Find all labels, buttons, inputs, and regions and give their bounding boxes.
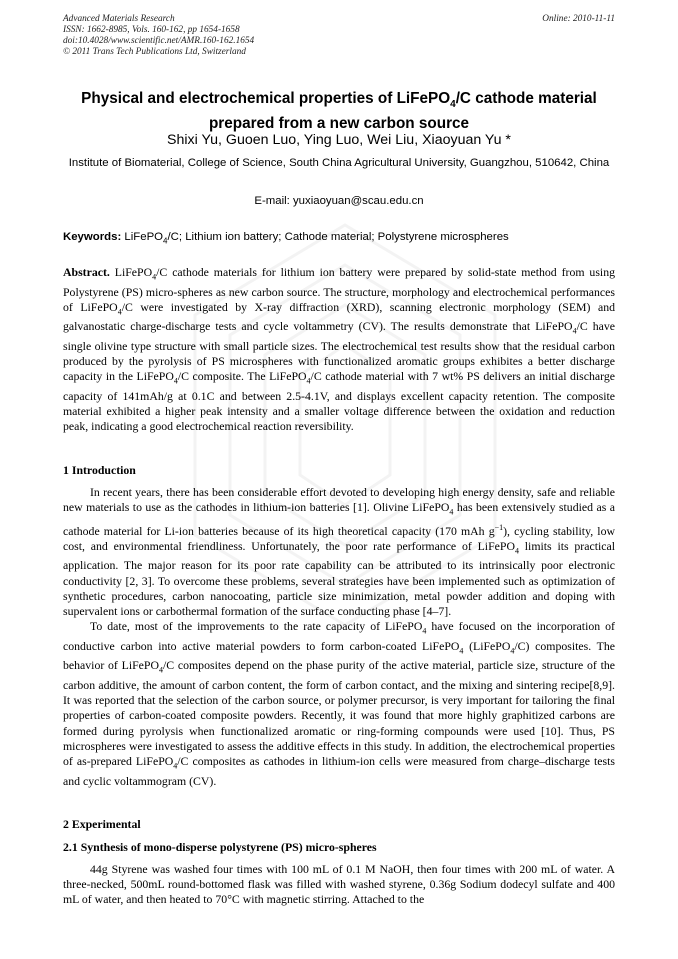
abstract-text: LiFePO$_4$/C cathode materials for lithium ion battery were prepared by solid-state method from using Polystyrene (PS) micro-spheres as new carbon source. The structure, morphology and electrochemical performances of LiFePO$_4$/C were investigated by X-ray diffraction (XRD), scanning electronic morphology (SEM) and galvanostatic charge-discharge tests and cycle voltammetry (CV). The results demonstrate that LiFePO$_4$/C have single olivine type structure with small particle sizes. The electrochemical test results show that the residual carbon produced by the pyrolysis of PS microspheres with functionalized aromatic groups exhibites a better discharge capacity in the LiFePO$_4$/C composite. The LiFePO$_4$/C cathode material with 7 wt% PS delivers an initial discharge capacity of 141mAh/g at 0.1C and between 2.5-4.1V, and displays excellent capacity retention. The composite material exhibited a higher peak intensity and a smaller voltage difference between the oxidation and reduction peak, indicating a good electrochemical reaction reversibility. bbox=[63, 265, 616, 434]
paper-title: Physical and electrochemical properties of LiFePO$_4$/C cathode material prepared from a new carbon source bbox=[81, 90, 597, 133]
subsection-heading-synthesis: 2.1 Synthesis of mono-disperse polystyrene (PS) micro-spheres bbox=[63, 840, 377, 854]
abstract-label: Abstract. bbox=[63, 265, 110, 279]
journal-doi: doi:10.4028/www.scientific.net/AMR.160-162.1654 bbox=[63, 36, 255, 46]
author-list: Shixi Yu, Guoen Luo, Ying Luo, Wei Liu, Xiaoyuan Yu * bbox=[167, 132, 511, 148]
abstract bbox=[63, 265, 615, 434]
section-heading-experimental: 2 Experimental bbox=[63, 817, 141, 831]
online-date: Online: 2010-11-11 bbox=[542, 14, 615, 24]
intro-paragraph-1: In recent years, there has been considerable effort devoted to developing high energy density, safe and reliable new materials to use as the cathodes in lithium-ion batteries [1]. Olivine LiFePO$_4$ has been extensively studied as a cathode material for Li-ion batteries because of its high theoretical capacity (170 mAh $g^{-1}$), cycling stability, low cost, and environmental friendliness. Unfortunately, the poor rate performance of LiFePO$_4$ limits its practical application. The major reason for its poor rate capability can be attributed to its intrinsically poor electronic conductivity [2, 3]. To overcome these problems, several strategies have been implemented such as optimization of synthetic procedures, carbon nanocoating, particle size minimization, metal powder addition and doping with supervalent ions or carbothermal formation of the surface conducting phase [4–7]. bbox=[63, 485, 615, 619]
journal-header bbox=[63, 14, 443, 58]
introduction-section bbox=[63, 485, 615, 789]
contact-email: E-mail: yuxiaoyuan@scau.edu.cn bbox=[254, 195, 424, 207]
journal-name: Advanced Materials Research bbox=[63, 14, 175, 24]
affiliation: Institute of Biomaterial, College of Science, South China Agricultural University, Guangzhou, 510642, China bbox=[68, 157, 610, 169]
intro-paragraph-2: To date, most of the improvements to the rate capacity of LiFePO$_4$ have focused on the incorporation of conductive carbon into active material powders to form carbon-coated LiFePO$_4$ (LiFePO$_4$/C) composites. The behavior of LiFePO$_4$/C composites depend on the phase purity of the active material, particle size, structure of the carbon additive, the amount of carbon content, the form of carbon contact, and the mixing and sintering recipe[8,9]. It was reported that the selection of the carbon source, or polymer precursor, is very important for tailoring the final properties of carbon-coated composite powders. Recently, it was found that more highly graphitized carbons are formed during pyrolysis when functionalized aromatic or ring-forming compounds were used [10]. Thus, PS microspheres were investigated to assess the additive effects in this study. In addition, the electrochemical properties of as-prepared LiFePO$_4$/C composites as cathodes in lithium-ion cells were measured from charge–discharge tests and cyclic voltammogram (CV). bbox=[63, 619, 615, 788]
keywords-label: Keywords: bbox=[63, 231, 122, 243]
section-heading-introduction: 1 Introduction bbox=[63, 463, 136, 477]
journal-issn: ISSN: 1662-8985, Vols. 160-162, pp 1654-1658 bbox=[63, 25, 240, 35]
keywords bbox=[63, 230, 615, 248]
experimental-paragraph-1: 44g Styrene was washed four times with 100 mL of 0.1 M NaOH, then four times with 200 mL of water. A three-necked, 500mL round-bottomed flask was filled with washed styrene, 0.36g Sodium dodecyl sulfate and 400 mL of water, and then heated to 70°C with magnetic stirring. Attached to the bbox=[63, 862, 615, 907]
keywords-list: LiFePO$_4$/C; Lithium ion battery; Cathode material; Polystyrene microspheres bbox=[124, 231, 509, 246]
journal-copyright: © 2011 Trans Tech Publications Ltd, Switzerland bbox=[63, 47, 246, 57]
experimental-section bbox=[63, 862, 615, 908]
